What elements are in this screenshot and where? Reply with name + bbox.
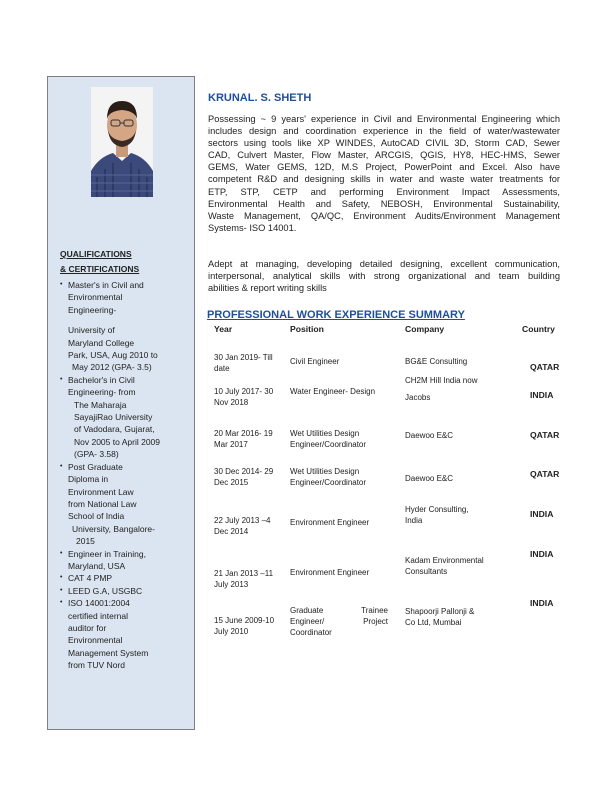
qualification-line: auditor for: [68, 622, 107, 633]
paragraph-line: abilities & report writing skills: [208, 283, 327, 294]
qualification-line: Environment Law: [68, 486, 134, 497]
paragraph-line: Adept at managing, developing detailed designing, excellent communication,: [208, 259, 560, 269]
qualification-item: [60, 279, 194, 374]
experience-country: QATAR: [530, 469, 560, 479]
qualification-line: from TUV Nord: [68, 660, 125, 671]
experience-country: QATAR: [530, 362, 560, 372]
experience-company: [405, 473, 515, 484]
paragraph-line: Systems- ISO 14001.: [208, 222, 297, 233]
header-position: Position: [290, 324, 324, 334]
profile-photo: [91, 87, 153, 197]
qualification-item: [60, 548, 194, 573]
candidate-name: KRUNAL. S. SHETH: [208, 92, 312, 104]
experience-company-line: India: [405, 516, 423, 525]
qualification-line: • Engineer in Training,: [68, 548, 146, 559]
experience-year-line: date: [214, 364, 230, 373]
experience-company-line: Daewoo E&C: [405, 431, 454, 440]
experience-position: [290, 356, 400, 367]
experience-company: [405, 555, 515, 577]
qualifications-list: [60, 279, 194, 672]
header-year: Year: [214, 324, 233, 334]
experience-year-line: 30 Jan 2019- Till: [214, 353, 273, 362]
paragraph-line: GEMS, Water GEMS, 12D, M.S Project, PowerPoint and Excel. Also have: [208, 162, 560, 173]
experience-year-line: 30 Dec 2014- 29: [214, 467, 274, 476]
paragraph-line: competent R&D and designing skills in water and waste water treatments for: [208, 174, 560, 185]
experience-position-line: Water Engineer- Design: [290, 387, 376, 396]
experience-year-line: Nov 2018: [214, 398, 249, 407]
experience-year-line: July 2013: [214, 580, 249, 589]
experience-position-line: Graduate: [290, 606, 324, 615]
paragraph-line: ETP, STP, CETP and performing Environment Impact Assessments,: [208, 186, 560, 197]
experience-position: [290, 386, 400, 397]
paragraph-line: sectors using tools like XP WINDES, AutoCAD CIVIL 3D, Storm CAD, Sewer: [208, 138, 560, 149]
experience-position-line: Environment Engineer: [290, 568, 370, 577]
qualification-line: • Master's in Civil and: [68, 280, 144, 290]
qualification-item: [60, 374, 194, 461]
qualifications-title: [60, 247, 190, 277]
paragraph-line: CAD, Culvert Master, Flow Master, ARCGIS, QGIS, HY8, HEC-HMS, Sewer: [208, 150, 560, 161]
experience-position: [290, 517, 400, 528]
qualification-line: Management System: [68, 647, 149, 658]
experience-position: [290, 605, 388, 638]
experience-position-line: Wet Utilities Design: [290, 429, 360, 438]
experience-year-line: Dec 2015: [214, 478, 249, 487]
qualification-line: The Maharaja: [74, 399, 127, 410]
sidebar: [47, 76, 195, 730]
skills-paragraph: [208, 258, 560, 294]
qualification-line: Environmental: [68, 635, 123, 646]
experience-company-line: Shapoorji Pallonji &: [405, 607, 475, 616]
experience-country: INDIA: [530, 549, 554, 559]
experience-company-line: Daewoo E&C: [405, 474, 454, 483]
paragraph-line: includes design and coordination experience in the field of water/wastewater: [208, 126, 560, 137]
experience-section-title: PROFESSIONAL WORK EXPERIENCE SUMMARY: [207, 309, 465, 321]
qualification-line: Diploma in: [68, 474, 109, 485]
qualification-line: Environmental: [68, 292, 123, 303]
experience-company: [405, 392, 505, 403]
qualification-item: [60, 461, 194, 548]
qualification-item: [60, 597, 194, 671]
qualification-subline: Park, USA, Aug 2010 to: [68, 350, 158, 361]
qualification-line: (GPA- 3.58): [74, 449, 119, 460]
experience-company: [405, 430, 515, 441]
qualification-line: Nov 2005 to April 2009: [74, 436, 161, 447]
qualification-subline: Maryland College: [68, 337, 135, 348]
experience-year-line: Mar 2017: [214, 440, 248, 449]
qualification-line: University, Bangalore-: [72, 523, 155, 534]
experience-country: INDIA: [530, 509, 554, 519]
experience-year: [214, 466, 286, 488]
header-country: Country: [522, 324, 555, 334]
experience-position-line: Engineer/Coordinator: [290, 440, 367, 449]
experience-year-line: July 2010: [214, 627, 249, 636]
qualification-line: • ISO 14001:2004: [68, 598, 130, 609]
summary-paragraph: [208, 113, 560, 234]
experience-year: [214, 568, 286, 590]
experience-year: [214, 386, 286, 408]
experience-country: QATAR: [530, 430, 560, 440]
experience-position-line: Engineer/: [290, 617, 325, 626]
experience-company: [405, 375, 505, 386]
experience-position-line: Civil Engineer: [290, 357, 340, 366]
experience-year: [214, 515, 286, 537]
qualification-line: of Vadodara, Gujarat,: [74, 424, 155, 435]
experience-year-line: 15 June 2009-10: [214, 616, 275, 625]
experience-year-line: Dec 2014: [214, 527, 249, 536]
qualification-item: [60, 585, 194, 597]
qualification-line: 2015: [76, 536, 95, 547]
qualification-line: • Bachelor's in Civil: [68, 374, 135, 385]
qualification-line: certified internal: [68, 610, 129, 621]
header-company: Company: [405, 324, 445, 334]
qualification-line: School of India: [68, 511, 125, 522]
experience-year-line: 10 July 2017- 30: [214, 387, 274, 396]
experience-position-line: Project: [363, 617, 388, 626]
experience-company-line: Hyder Consulting,: [405, 505, 469, 514]
experience-company: [405, 606, 515, 628]
experience-year: [214, 428, 286, 450]
qualification-line: SayajiRao University: [74, 412, 153, 423]
experience-position: [290, 466, 400, 488]
experience-position: [290, 428, 400, 450]
experience-company: [405, 356, 515, 367]
experience-year: [214, 352, 286, 374]
experience-company-line: BG&E Consulting: [405, 357, 468, 366]
experience-year: [214, 615, 286, 637]
qualification-line: • Post Graduate: [68, 461, 123, 472]
qualification-line: Engineering- from: [68, 387, 136, 398]
experience-position-line: Wet Utilities Design: [290, 467, 360, 476]
experience-position-line: Engineer/Coordinator: [290, 478, 367, 487]
experience-year-line: 21 Jan 2013 –11: [214, 569, 274, 578]
experience-company-line: Co Ltd, Mumbai: [405, 618, 462, 627]
paragraph-line: Possessing ~ 9 years' experience in Civil and Environmental Engineering which: [208, 114, 560, 124]
qualifications-title-line1: QUALIFICATIONS: [60, 249, 132, 259]
experience-position-line: Environment Engineer: [290, 518, 370, 527]
qualification-item: [60, 572, 194, 584]
experience-company-line: CH2M Hill India now: [405, 376, 478, 385]
experience-company: [405, 504, 515, 526]
paragraph-line: interpersonal, analytical skills with strong organizational and team building: [208, 271, 560, 282]
experience-position: [290, 567, 400, 578]
experience-position-line: Coordinator: [290, 628, 332, 637]
qualification-line: Engineering-: [68, 304, 117, 315]
qualification-subline: University of: [68, 325, 115, 336]
experience-company-line: Consultants: [405, 567, 448, 576]
experience-year-line: 20 Mar 2016- 19: [214, 429, 273, 438]
paragraph-line: Environmental Health and Safety, NEBOSH, Environmental Sustainability,: [208, 198, 560, 209]
experience-country: INDIA: [530, 598, 554, 608]
qualification-subline: May 2012 (GPA- 3.5): [72, 362, 152, 373]
experience-company-line: Jacobs: [405, 393, 431, 402]
experience-country: INDIA: [530, 390, 554, 400]
qualification-line: • LEED G.A, USGBC: [68, 585, 143, 596]
qualification-line: • CAT 4 PMP: [68, 573, 113, 584]
qualification-line: from National Law: [68, 498, 137, 509]
paragraph-line: Waste Management, QA/QC, Environment Audits/Environment Management: [208, 210, 560, 221]
experience-year-line: 22 July 2013 –4: [214, 516, 271, 525]
qualification-line: Maryland, USA: [68, 560, 126, 571]
experience-company-line: Kadam Environmental: [405, 556, 484, 565]
experience-position-line: Trainee: [361, 606, 388, 615]
qualifications-title-line2: & CERTIFICATIONS: [60, 264, 140, 274]
